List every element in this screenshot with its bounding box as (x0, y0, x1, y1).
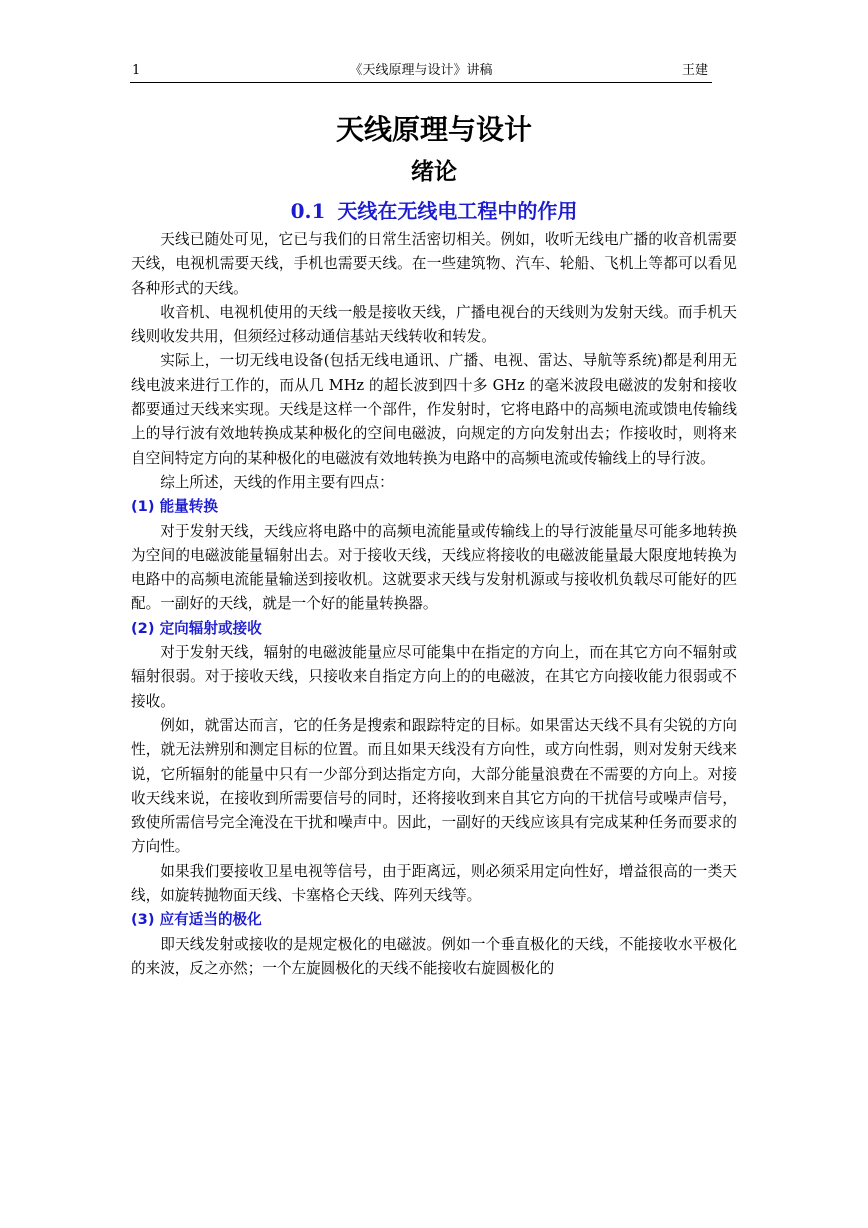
header-doc-title: 《天线原理与设计》讲稿 (349, 63, 493, 78)
running-header (130, 62, 712, 83)
paragraph: 收音机、电视机使用的天线一般是接收天线，广播电视台的天线则为发射天线。而手机天线则收发共用，但须经过移动通信基站天线转收和转发。 (131, 303, 737, 346)
subsection-heading-polarization: (3) 应有适当的极化 (131, 911, 262, 929)
header-author: 王建 (681, 63, 708, 78)
paragraph: 实际上，一切无线电设备(包括无线电通讯、广播、电视、雷达、导航等系统)都是利用无线电波来进行工作的，而从几 MHz 的超长波到四十多 GHz 的毫米波段电磁波的发射和接收都要通过天线来实现。天线是这样一个部件，作发射时，它将电路中的高频电流或馈电传输线上的导行波有效地转换成某种极化的空间电磁波，向规定的方向发射出去；作接收时，则将来自空间特定方向的某种极化的电磁波有效地转换为电路中的高频电流或传输线上的导行波。 (131, 352, 737, 467)
subsection-heading-directional-radiation: (2) 定向辐射或接收 (131, 619, 262, 637)
chapter-title: 绪论 (411, 159, 457, 185)
paragraph: 如果我们要接收卫星电视等信号，由于距离远，则必须采用定向性好，增益很高的一类天线，如旋转抛物面天线、卡塞格仑天线、阵列天线等。 (131, 862, 737, 905)
paragraph: 例如，就雷达而言，它的任务是搜索和跟踪特定的目标。如果雷达天线不具有尖锐的方向性，就无法辨别和测定目标的位置。而且如果天线没有方向性，或方向性弱，则对发射天线来说，它所辐射的能量中只有一少部分到达指定方向，大部分能量浪费在不需要的方向上。对接收天线来说，在接收到所需要信号的同时，还将接收到来自其它方向的干扰信号或噪声信号，致使所需信号完全淹没在干扰和噪声中。因此，一副好的天线应该具有完成某种任务而要求的方向性。 (131, 716, 737, 856)
paragraph: 对于发射天线，辐射的电磁波能量应尽可能集中在指定的方向上，而在其它方向不辐射或辐射很弱。对于接收天线，只接收来自指定方向上的的电磁波，在其它方向接收能力很弱或不接收。 (131, 644, 737, 710)
paragraph: 综上所述，天线的作用主要有四点： (160, 473, 394, 491)
header-page-number: 1 (132, 63, 141, 78)
subsection-heading-energy-conversion: (1) 能量转换 (131, 498, 218, 516)
paragraph: 天线已随处可见，它已与我们的日常生活密切相关。例如，收听无线电广播的收音机需要天线，电视机需要天线，手机也需要天线。在一些建筑物、汽车、轮船、飞机上等都可以看见各种形式的天线。 (131, 231, 737, 297)
section-title: 天线在无线电工程中的作用 (337, 199, 578, 223)
paragraph: 对于发射天线，天线应将电路中的高频电流能量或传输线上的导行波能量尽可能多地转换为空间的电磁波能量辐射出去。对于接收天线，天线应将接收的电磁波能量最大限度地转换为电路中的高频电流能量输送到接收机。这就要求天线与发射机源或与接收机负载尽可能好的匹配。一副好的天线，就是一个好的能量转换器。 (131, 522, 737, 613)
paragraph: 即天线发射或接收的是规定极化的电磁波。例如一个垂直极化的天线，不能接收水平极化的来波，反之亦然；一个左旋圆极化的天线不能接收右旋圆极化的 (131, 935, 737, 977)
document-title: 天线原理与设计 (335, 113, 532, 146)
page-body (131, 108, 737, 981)
section-number: 0.1 (290, 199, 326, 223)
section-heading (131, 198, 737, 224)
